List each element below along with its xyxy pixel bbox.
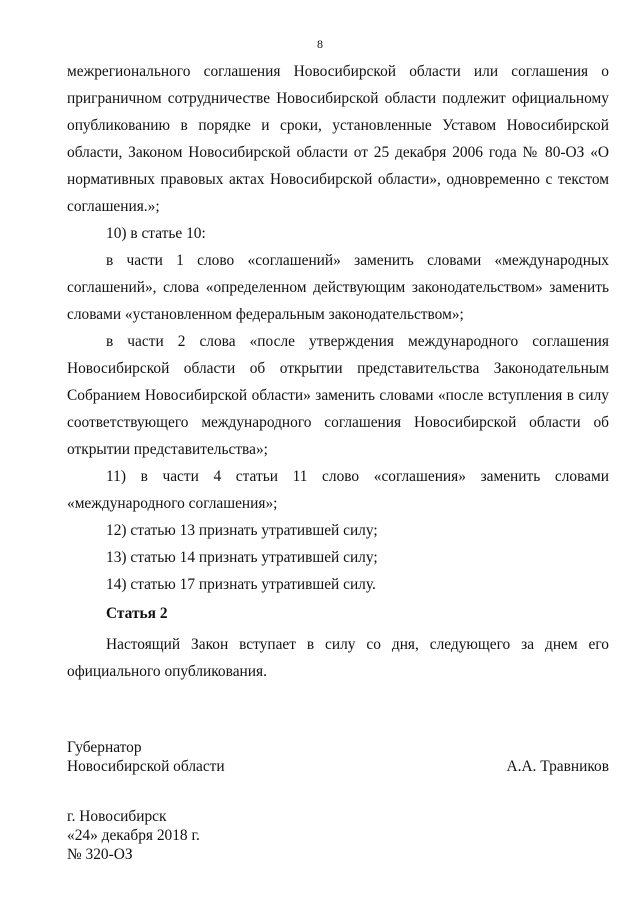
article-text: Настоящий Закон вступает в силу со дня, следующего за днем его официального опубликования. <box>67 636 609 680</box>
paragraph-item-11: 11) в части 4 статьи 11 слово «соглашения» заменить словами «международного соглашения»; <box>67 468 609 512</box>
document-footer <box>67 807 200 864</box>
article-body <box>67 631 609 685</box>
signature-title-line1: Губернатор <box>67 739 142 756</box>
paragraph-part-1: в части 1 слово «соглашений» заменить словами «международных соглашений», слова «определенном действующим законодательством» заменить словами «установленном федеральным законодательством»; <box>67 252 609 323</box>
signature-title-line2: Новосибирской области <box>67 758 225 775</box>
article-heading: Статья 2 <box>106 605 168 622</box>
signature-name: А.А. Травников <box>506 758 609 775</box>
footer-city: г. Новосибирск <box>67 808 167 825</box>
paragraph-item-13: 13) статью 14 признать утратившей силу; <box>106 549 378 566</box>
paragraph-item-10: 10) в статье 10: <box>106 225 206 242</box>
footer-date: «24» декабря 2018 г. <box>67 827 200 844</box>
document-body <box>67 58 609 598</box>
paragraph-part-2: в части 2 слова «после утверждения международного соглашения Новосибирской области об открытии представительства Законодательным Собранием Новосибирской области» заменить словами «после вступления в силу соответствующего международного соглашения Новосибирской области об открытии представительства»; <box>67 333 609 458</box>
page-number: 8 <box>317 37 323 51</box>
paragraph-continuation: межрегионального соглашения Новосибирской области или соглашения о приграничном сотрудничестве Новосибирской области подлежит официальному опубликованию в порядке и сроки, установленные Уставом Новосибирской области, Законом Новосибирской области от 25 декабря 2006 года № 80-ОЗ «О нормативных правовых актах Новосибирской области», одновременно с текстом соглашения.»; <box>67 63 609 215</box>
paragraph-item-12: 12) статью 13 признать утратившей силу; <box>106 522 378 539</box>
paragraph-item-14: 14) статью 17 признать утратившей силу. <box>106 576 376 593</box>
footer-number: № 320-ОЗ <box>67 846 133 863</box>
